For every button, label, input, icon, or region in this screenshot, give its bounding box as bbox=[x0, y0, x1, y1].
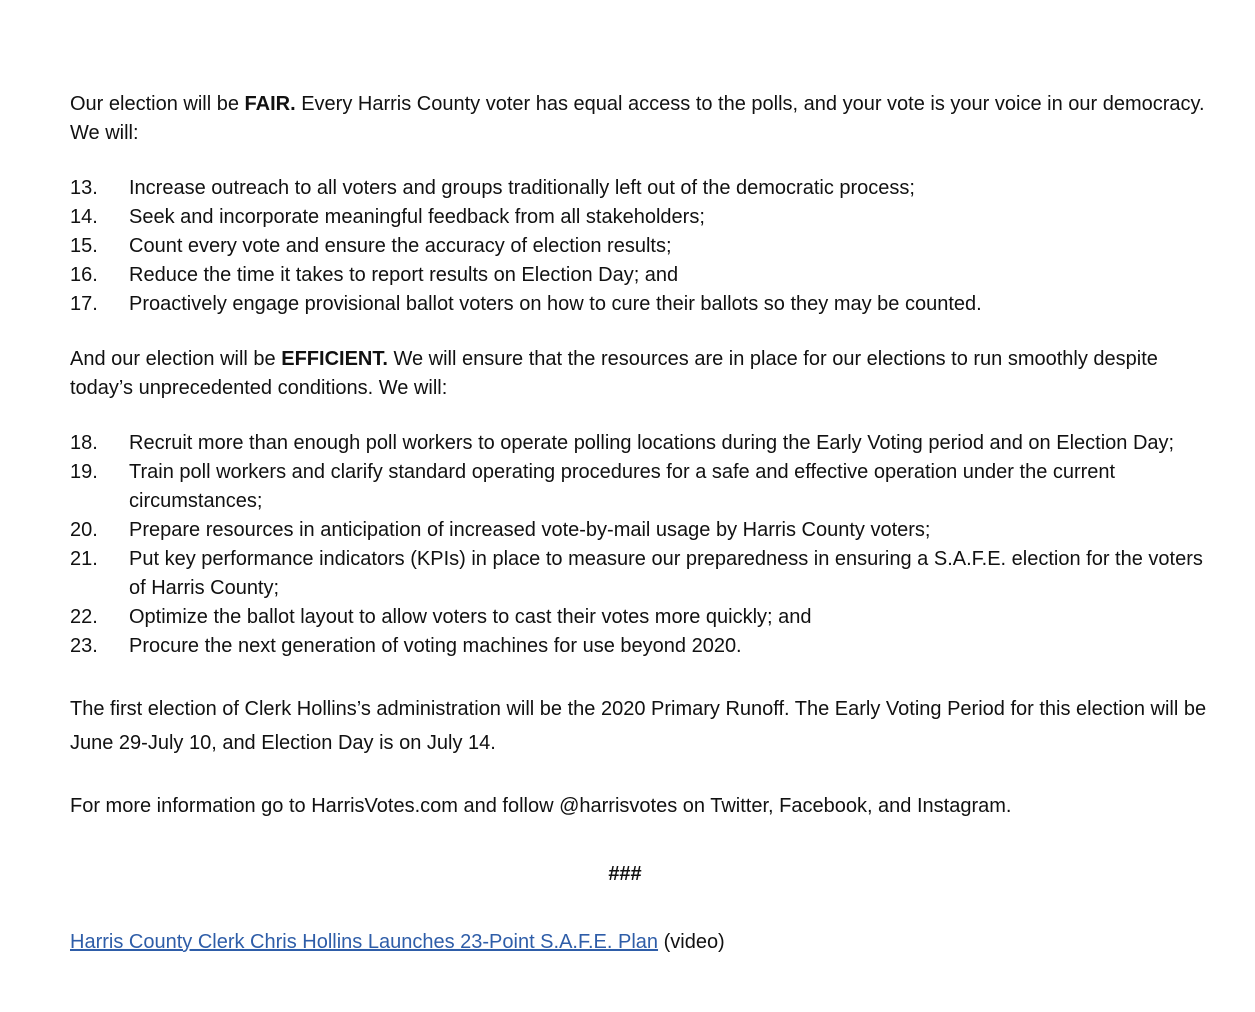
list-item-text: Reduce the time it takes to report results on Election Day; and bbox=[129, 264, 679, 286]
fair-emphasis: FAIR. bbox=[244, 93, 296, 115]
list-item-text: Recruit more than enough poll workers to operate polling locations during the Early Voting period and on Election Day; bbox=[129, 432, 1175, 454]
list-item-text: Proactively engage provisional ballot voters on how to cure their ballots so they may be counted. bbox=[129, 293, 982, 315]
list-item-text: Put key performance indicators (KPIs) in place to measure our preparedness in ensuring a S.A.F.E. election for the voters of Harris County; bbox=[129, 548, 1203, 599]
efficient-body-text: We will ensure that the resources are in place for our elections to run smoothly despite today’s unprecedented conditions. We will: bbox=[70, 348, 1158, 399]
list-item-number: 14. bbox=[70, 206, 98, 228]
list-item bbox=[70, 429, 1210, 458]
list-item bbox=[70, 632, 1210, 661]
video-link[interactable]: Harris County Clerk Chris Hollins Launches 23-Point S.A.F.E. Plan bbox=[70, 931, 659, 953]
document-page bbox=[70, 90, 1210, 957]
list-item-number: 21. bbox=[70, 548, 98, 570]
list-item-text: Seek and incorporate meaningful feedback from all stakeholders; bbox=[129, 206, 705, 228]
list-item-text: Count every vote and ensure the accuracy of election results; bbox=[129, 235, 672, 257]
end-of-release-mark: ### bbox=[608, 863, 642, 885]
list-item-text: Procure the next generation of voting machines for use beyond 2020. bbox=[129, 635, 742, 657]
efficient-intro-text: And our election will be bbox=[70, 348, 282, 370]
list-item bbox=[70, 458, 1210, 516]
list-item-number: 22. bbox=[70, 606, 98, 628]
list-item-number: 20. bbox=[70, 519, 98, 541]
list-item-number: 16. bbox=[70, 264, 98, 286]
first-election-paragraph: The first election of Clerk Hollins’s administration will be the 2020 Primary Runoff. The Early Voting Period for this election will be June 29-July 10, and Election Day is on July 14. bbox=[70, 698, 1207, 754]
video-link-suffix: (video) bbox=[658, 931, 725, 953]
efficient-emphasis: EFFICIENT. bbox=[281, 348, 388, 370]
list-item-number: 18. bbox=[70, 432, 98, 454]
more-info-paragraph: For more information go to HarrisVotes.com and follow @harrisvotes on Twitter, Facebook, and Instagram. bbox=[70, 795, 1012, 817]
list-item-number: 17. bbox=[70, 293, 98, 315]
fair-body-text: Every Harris County voter has equal access to the polls, and your vote is your voice in our democracy. We will: bbox=[70, 93, 1205, 144]
efficient-paragraph bbox=[70, 345, 1210, 403]
list-item bbox=[70, 516, 1210, 545]
list-item-text: Train poll workers and clarify standard operating procedures for a safe and effective operation under the current circumstances; bbox=[129, 461, 1116, 512]
list-item-text: Optimize the ballot layout to allow voters to cast their votes more quickly; and bbox=[129, 606, 812, 628]
list-item bbox=[70, 174, 1210, 203]
efficient-goals-list bbox=[70, 429, 1210, 661]
fair-goals-list bbox=[70, 174, 1210, 319]
list-item bbox=[70, 603, 1210, 632]
list-item-number: 13. bbox=[70, 177, 98, 199]
list-item-number: 15. bbox=[70, 235, 98, 257]
list-item bbox=[70, 203, 1210, 232]
list-item bbox=[70, 261, 1210, 290]
video-link-line bbox=[70, 928, 1210, 957]
list-item-text: Increase outreach to all voters and groups traditionally left out of the democratic process; bbox=[129, 177, 915, 199]
list-item bbox=[70, 545, 1210, 603]
fair-paragraph bbox=[70, 90, 1210, 148]
list-item-number: 23. bbox=[70, 635, 98, 657]
list-item-number: 19. bbox=[70, 461, 98, 483]
fair-intro-text: Our election will be bbox=[70, 93, 245, 115]
list-item bbox=[70, 290, 1210, 319]
list-item bbox=[70, 232, 1210, 261]
list-item-text: Prepare resources in anticipation of increased vote-by-mail usage by Harris County voters; bbox=[129, 519, 931, 541]
